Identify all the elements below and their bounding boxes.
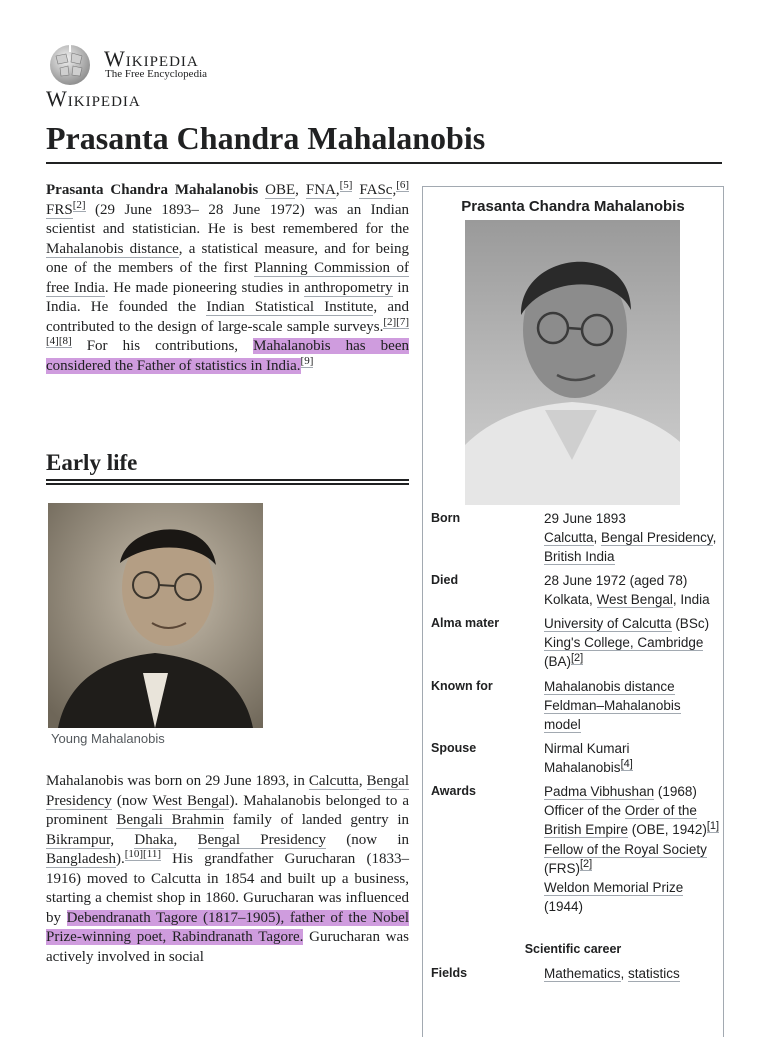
highlighted-text-2: Debendranath Tagore (1817–1905), father of the Nobel Prize-winning poet, Rabindranath Tagore. <box>46 909 409 945</box>
link-mahalanobis-distance[interactable]: Mahalanobis distance <box>46 240 179 257</box>
infobox-title: Prasanta Chandra Mahalanobis <box>461 198 685 215</box>
link-born-bengal-presidency[interactable]: Bengal Presidency <box>601 530 713 546</box>
link-frs[interactable]: FRS <box>46 201 73 218</box>
label-known-for: Known for <box>431 679 493 693</box>
value-alma-mater <box>544 614 720 672</box>
link-west-bengal[interactable]: West Bengal <box>152 792 230 809</box>
portrait-photo[interactable] <box>465 220 680 505</box>
young-mahalanobis-photo[interactable] <box>48 503 263 728</box>
label-spouse: Spouse <box>431 741 477 755</box>
link-died-west-bengal[interactable]: West Bengal <box>596 592 673 608</box>
ref-5[interactable]: [5] <box>339 179 353 191</box>
early-text-5: (now in <box>326 831 410 848</box>
link-bengal-presidency-2[interactable]: Bengal Presidency <box>197 831 327 848</box>
link-statistics[interactable]: statistics <box>628 966 680 981</box>
link-fasc[interactable]: FASc <box>359 182 393 198</box>
link-obe[interactable]: OBE <box>265 182 296 198</box>
ref-group-a[interactable]: [2][7][4][8] <box>46 315 409 347</box>
ref-2[interactable]: [2] <box>72 198 86 211</box>
wikipedia-tagline: The Free Encyclopedia <box>105 68 208 80</box>
ref-9[interactable]: [9] <box>300 354 314 367</box>
award-2-prefix: Officer of the <box>544 803 625 819</box>
wikipedia-wordmark[interactable]: Wikipedia <box>104 46 199 71</box>
died-date: 28 June 1972 (aged 78) <box>544 573 688 588</box>
link-planning-commission[interactable]: Planning Commission of free India <box>46 260 409 296</box>
link-bikrampur[interactable]: Bikrampur <box>46 831 111 848</box>
label-alma-mater: Alma mater <box>431 616 500 630</box>
title-divider <box>46 162 722 164</box>
value-known-for <box>544 677 720 735</box>
award-4-year: (1944) <box>544 899 584 915</box>
link-padma-vibhushan[interactable]: Padma Vibhushan <box>544 784 655 799</box>
link-calcutta[interactable]: Calcutta <box>308 773 359 789</box>
early-text-6: His grandfather Gurucharan (1833–1916) moved to Calcutta in 1854 and built up a business, starting a chemist shop in 1860. Gurucharan was influenced by <box>46 851 409 926</box>
early-text-3: ). Mahalanobis belonged to a prominent <box>46 792 409 828</box>
lead-text-1: (29 June 1893– 28 June 1972) was an Indian scientist and statistician. He is best remembered for the <box>46 201 409 237</box>
died-city: Kolkata <box>544 592 590 608</box>
label-awards: Awards <box>431 784 476 798</box>
link-bengali-brahmin[interactable]: Bengali Brahmin <box>116 812 225 828</box>
ref-6[interactable]: [6] <box>396 179 410 191</box>
ref-award-2[interactable]: [1] <box>706 819 720 832</box>
link-mathematics[interactable]: Mathematics <box>544 966 621 981</box>
link-dhaka[interactable]: Dhaka <box>134 831 174 848</box>
page-title: Prasanta Chandra Mahalanobis <box>46 120 486 156</box>
value-born: 29 June 1893 Calcutta, Bengal Presidency, British India <box>544 511 717 565</box>
link-order-british-empire[interactable]: Order of the British Empire <box>544 803 697 838</box>
lead-text-2: , a statistical measure, and for being one of the members of the first <box>46 240 409 276</box>
lead-paragraph: Prasanta Chandra Mahalanobis OBE, FNA,[5] FASc,[6] FRS[2] (29 June 1893– 28 June 1972) was an Indian scientist and statistician. He is best remembered for the Mahalanobis distance, a statistical measure, and for being one of the members of the first Planning Commission of free India. He made pioneering studies in anthropometry in India. He founded the Indian Statistical Institute, and contributed to the design of large-scale sample surveys.[2][7][4][8] For his contributions, Mahalanobis has been considered the Father of statistics in India.[9] <box>46 179 410 374</box>
infobox <box>422 186 724 1037</box>
wikipedia-globe-logo[interactable] <box>46 44 94 86</box>
award-1-year: (1968) <box>657 784 697 799</box>
infobox-section-scientific-career: Scientific career <box>524 942 622 956</box>
link-feldman-mahalanobis-model[interactable]: Feldman–Mahalanobis model <box>544 698 681 733</box>
alma-2-degree: (BA) <box>544 654 571 670</box>
link-bengal-presidency[interactable]: Bengal Presidency <box>46 773 410 809</box>
ref-alma[interactable]: [2] <box>571 651 584 664</box>
early-text-2: (now <box>111 792 153 809</box>
link-fellow-royal-society[interactable]: Fellow of the Royal Society <box>544 841 707 857</box>
link-kings-college[interactable]: King's College, Cambridge <box>544 635 704 651</box>
lead-text-3: . He made pioneering studies in <box>104 279 305 296</box>
died-country: India <box>680 592 710 608</box>
image-caption: Young Mahalanobis <box>51 731 165 746</box>
early-text-1: Mahalanobis was born on 29 June 1893, in <box>46 773 309 789</box>
lead-text-4: in India. He founded the <box>46 279 409 315</box>
link-fna[interactable]: FNA <box>305 182 336 198</box>
early-text-7: Gurucharan was actively involved in social <box>46 929 409 965</box>
value-awards <box>544 782 720 916</box>
award-3-suffix: (FRS) <box>544 860 580 876</box>
value-died: 28 June 1972 (aged 78) Kolkata, West Bengal, India <box>544 573 710 608</box>
section-heading-early-life: Early life <box>46 450 138 475</box>
highlighted-text: Mahalanobis has been considered the Father of statistics in India. <box>46 338 409 374</box>
section-divider <box>46 479 409 485</box>
value-fields: Mathematics, statistics <box>544 966 680 981</box>
value-spouse <box>544 739 720 777</box>
lead-text-6: For his contributions, <box>71 338 254 354</box>
alma-1-degree: (BSc) <box>675 616 710 631</box>
label-died: Died <box>431 573 459 587</box>
site-name[interactable]: Wikipedia <box>46 86 141 111</box>
ref-group-b[interactable]: [10][11] <box>124 848 161 860</box>
link-born-calcutta[interactable]: Calcutta <box>544 530 594 546</box>
link-bangladesh[interactable]: Bangladesh <box>46 851 116 867</box>
link-anthropometry[interactable]: anthropometry <box>304 279 393 296</box>
label-fields: Fields <box>431 966 468 980</box>
early-text-4: family of landed gentry in <box>224 812 410 828</box>
link-known-mahalanobis-distance[interactable]: Mahalanobis distance <box>544 679 675 694</box>
link-weldon-memorial-prize[interactable]: Weldon Memorial Prize <box>544 880 684 896</box>
lead-text-5: , and contributed to the design of large-scale sample surveys. <box>46 299 409 335</box>
born-date: 29 June 1893 <box>544 511 626 526</box>
award-2-suffix: (OBE, 1942) <box>628 822 707 838</box>
early-life-paragraph: Mahalanobis was born on 29 June 1893, in Calcutta, Bengal Presidency (now West Bengal). Mahalanobis belonged to a prominent Bengali Brahmin family of landed gentry in Bikrampur, Dhaka, Bengal Presidency (now in Bangladesh).[10][11] His grandfather Gurucharan (1833–1916) moved to Calcutta in 1854 and built up a business, starting a chemist shop in 1860. Gurucharan was influenced by Debendranath Tagore (1817–1905), father of the Nobel Prize-winning poet, Rabindranath Tagore. Gurucharan was actively involved in social <box>46 773 410 965</box>
ref-award-3[interactable]: [2] <box>580 858 593 871</box>
link-british-india[interactable]: British India <box>544 549 615 565</box>
lead-name: Prasanta Chandra Mahalanobis <box>46 182 259 198</box>
label-born: Born <box>431 511 461 525</box>
link-university-of-calcutta[interactable]: University of Calcutta <box>544 616 672 631</box>
ref-spouse[interactable]: [4] <box>620 757 633 770</box>
spouse-name: Nirmal Kumari Mahalanobis <box>544 741 630 776</box>
link-indian-statistical-institute[interactable]: Indian Statistical Institute <box>206 299 374 315</box>
